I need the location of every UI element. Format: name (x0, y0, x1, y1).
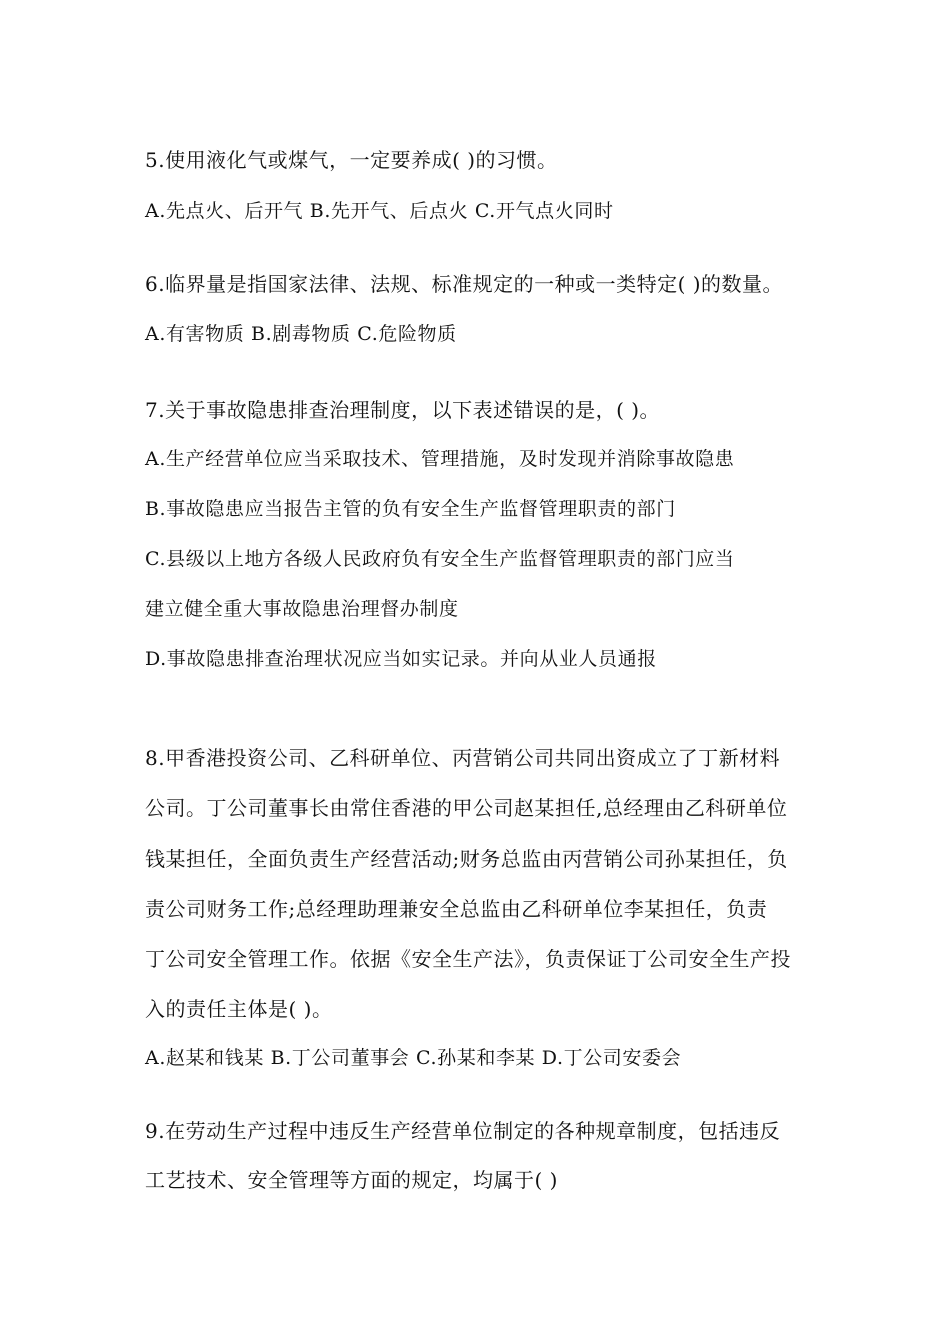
question-7-option-c-continued: 建立健全重大事故隐患治理督办制度 (145, 598, 459, 620)
question-9-stem-line-1: 9.在劳动生产过程中违反生产经营单位制定的各种规章制度，包括违反 (145, 1119, 781, 1143)
question-9-stem-line-2: 工艺技术、安全管理等方面的规定，均属于( ) (145, 1168, 558, 1192)
question-5-options: A.先点火、后开气 B.先开气、后点火 C.开气点火同时 (145, 200, 614, 222)
question-8-options: A.赵某和钱某 B.丁公司董事会 C.孙某和李某 D.丁公司安委会 (145, 1047, 682, 1069)
question-6-options: A.有害物质 B.剧毒物质 C.危险物质 (145, 323, 457, 345)
question-8-stem-line-2: 公司。丁公司董事长由常住香港的甲公司赵某担任,总经理由乙科研单位 (145, 796, 788, 820)
question-8-stem-line-6: 入的责任主体是( )。 (145, 997, 333, 1021)
question-8-stem-line-3: 钱某担任，全面负责生产经营活动;财务总监由丙营销公司孙某担任，负 (145, 847, 788, 871)
question-7-option-c: C.县级以上地方各级人民政府负有安全生产监督管理职责的部门应当 (145, 548, 735, 570)
question-7-option-b: B.事故隐患应当报告主管的负有安全生产监督管理职责的部门 (145, 498, 676, 520)
question-8-stem-line-5: 丁公司安全管理工作。依据《安全生产法》，负责保证丁公司安全生产投 (145, 947, 791, 971)
question-6-stem: 6.临界量是指国家法律、法规、标准规定的一种或一类特定( )的数量。 (145, 272, 784, 296)
question-7-option-d: D.事故隐患排查治理状况应当如实记录。并向从业人员通报 (145, 648, 657, 670)
question-5-stem: 5.使用液化气或煤气，一定要养成( )的习惯。 (145, 148, 558, 172)
question-8-stem-line-4: 责公司财务工作;总经理助理兼安全总监由乙科研单位李某担任，负责 (145, 897, 768, 921)
question-7-stem: 7.关于事故隐患排查治理制度，以下表述错误的是，( )。 (145, 398, 661, 422)
question-7-option-a: A.生产经营单位应当采取技术、管理措施，及时发现并消除事故隐患 (145, 448, 735, 470)
question-8-stem-line-1: 8.甲香港投资公司、乙科研单位、丙营销公司共同出资成立了丁新材料 (145, 746, 781, 770)
